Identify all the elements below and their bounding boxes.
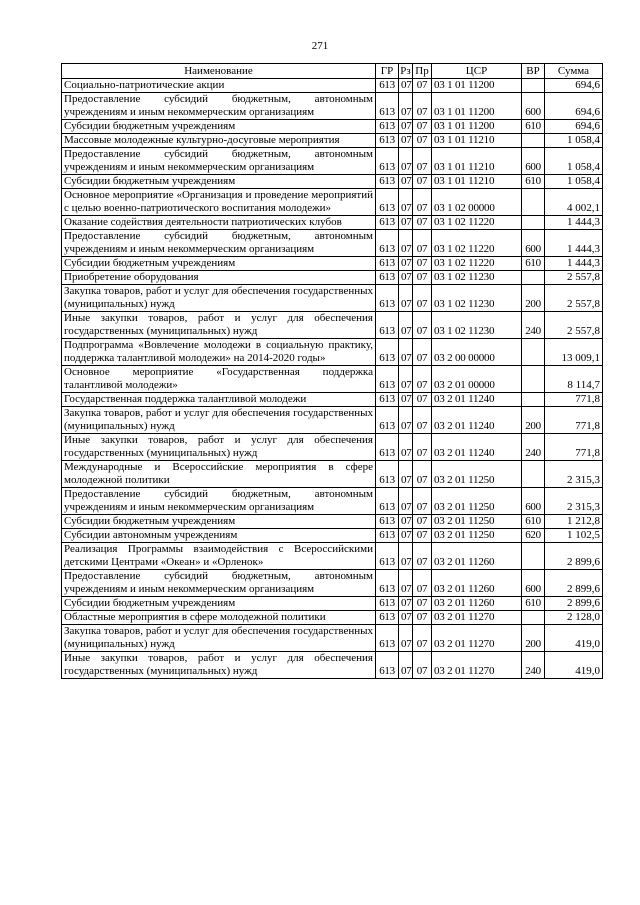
row-pr: 07 — [413, 120, 432, 134]
row-pr: 07 — [413, 230, 432, 257]
row-name: Предоставление субсидий бюджетным, автономным учреждениям и иным некоммерческим организациям — [62, 230, 376, 257]
row-sum: 1 444,3 — [545, 216, 603, 230]
row-gr: 613 — [376, 652, 399, 679]
row-gr: 613 — [376, 461, 399, 488]
row-pr: 07 — [413, 434, 432, 461]
row-rz: 07 — [399, 189, 413, 216]
row-sum: 2 315,3 — [545, 488, 603, 515]
row-csr: 03 1 02 11230 — [432, 312, 522, 339]
table-row — [62, 488, 603, 515]
row-pr: 07 — [413, 393, 432, 407]
row-pr: 07 — [413, 271, 432, 285]
table-row — [62, 120, 603, 134]
row-csr: 03 2 01 11270 — [432, 611, 522, 625]
row-csr: 03 1 01 11210 — [432, 175, 522, 189]
row-vr: 610 — [522, 120, 545, 134]
row-pr: 07 — [413, 652, 432, 679]
row-csr: 03 2 01 11260 — [432, 543, 522, 570]
row-rz: 07 — [399, 271, 413, 285]
row-csr: 03 2 00 00000 — [432, 339, 522, 366]
row-name: Закупка товаров, работ и услуг для обеспечения государственных (муниципальных) нужд — [62, 407, 376, 434]
row-gr: 613 — [376, 366, 399, 393]
row-csr: 03 2 01 11250 — [432, 515, 522, 529]
row-csr: 03 1 02 11230 — [432, 271, 522, 285]
row-pr: 07 — [413, 148, 432, 175]
row-name: Субсидии бюджетным учреждениям — [62, 257, 376, 271]
row-vr — [522, 611, 545, 625]
row-csr: 03 2 01 11250 — [432, 529, 522, 543]
table-row — [62, 216, 603, 230]
row-pr: 07 — [413, 611, 432, 625]
row-rz: 07 — [399, 79, 413, 93]
table-row — [62, 529, 603, 543]
row-rz: 07 — [399, 625, 413, 652]
row-sum: 771,8 — [545, 393, 603, 407]
row-sum: 771,8 — [545, 407, 603, 434]
row-rz: 07 — [399, 230, 413, 257]
row-pr: 07 — [413, 625, 432, 652]
table-row — [62, 407, 603, 434]
row-rz: 07 — [399, 285, 413, 312]
row-vr: 610 — [522, 515, 545, 529]
row-vr: 240 — [522, 312, 545, 339]
row-pr: 07 — [413, 285, 432, 312]
row-name: Областные мероприятия в сфере молодежной политики — [62, 611, 376, 625]
row-vr: 600 — [522, 148, 545, 175]
row-csr: 03 2 01 11250 — [432, 461, 522, 488]
row-sum: 2 557,8 — [545, 271, 603, 285]
row-rz: 07 — [399, 216, 413, 230]
row-rz: 07 — [399, 407, 413, 434]
table-row — [62, 515, 603, 529]
table-header-row — [62, 64, 603, 79]
row-name: Основное мероприятие «Организация и проведение мероприятий с целью военно-патриотического воспитания молодежи» — [62, 189, 376, 216]
row-csr: 03 1 02 11220 — [432, 230, 522, 257]
row-sum: 2 899,6 — [545, 597, 603, 611]
row-vr: 240 — [522, 652, 545, 679]
row-rz: 07 — [399, 529, 413, 543]
row-name: Предоставление субсидий бюджетным, автономным учреждениям и иным некоммерческим организациям — [62, 570, 376, 597]
row-csr: 03 2 01 11250 — [432, 488, 522, 515]
row-rz: 07 — [399, 148, 413, 175]
table-row — [62, 230, 603, 257]
row-vr — [522, 366, 545, 393]
row-csr: 03 1 01 11210 — [432, 148, 522, 175]
table-row — [62, 339, 603, 366]
row-sum: 1 058,4 — [545, 175, 603, 189]
row-pr: 07 — [413, 570, 432, 597]
row-sum: 1 058,4 — [545, 148, 603, 175]
row-pr: 07 — [413, 189, 432, 216]
row-gr: 613 — [376, 625, 399, 652]
row-name: Иные закупки товаров, работ и услуг для обеспечения государственных (муниципальных) нужд — [62, 434, 376, 461]
row-sum: 1 444,3 — [545, 230, 603, 257]
row-gr: 613 — [376, 230, 399, 257]
row-sum: 771,8 — [545, 434, 603, 461]
row-vr — [522, 216, 545, 230]
row-gr: 613 — [376, 312, 399, 339]
budget-table — [61, 63, 603, 679]
row-vr: 600 — [522, 93, 545, 120]
row-gr: 613 — [376, 216, 399, 230]
table-row — [62, 393, 603, 407]
row-pr: 07 — [413, 216, 432, 230]
row-name: Предоставление субсидий бюджетным, автономным учреждениям и иным некоммерческим организациям — [62, 148, 376, 175]
row-name: Оказание содействия деятельности патриотических клубов — [62, 216, 376, 230]
row-vr — [522, 339, 545, 366]
row-csr: 03 1 02 00000 — [432, 189, 522, 216]
row-gr: 613 — [376, 570, 399, 597]
table-row — [62, 175, 603, 189]
row-vr: 610 — [522, 597, 545, 611]
row-rz: 07 — [399, 175, 413, 189]
row-name: Субсидии бюджетным учреждениям — [62, 175, 376, 189]
row-pr: 07 — [413, 79, 432, 93]
row-sum: 1 058,4 — [545, 134, 603, 148]
row-csr: 03 1 02 11220 — [432, 216, 522, 230]
header-sum: Сумма — [545, 64, 603, 79]
row-vr — [522, 189, 545, 216]
table-row — [62, 652, 603, 679]
row-pr: 07 — [413, 543, 432, 570]
row-pr: 07 — [413, 257, 432, 271]
table-row — [62, 625, 603, 652]
row-sum: 2 128,0 — [545, 611, 603, 625]
row-pr: 07 — [413, 366, 432, 393]
header-gr: ГР — [376, 64, 399, 79]
row-gr: 613 — [376, 134, 399, 148]
row-gr: 613 — [376, 339, 399, 366]
row-gr: 613 — [376, 148, 399, 175]
row-vr — [522, 393, 545, 407]
row-rz: 07 — [399, 652, 413, 679]
row-rz: 07 — [399, 461, 413, 488]
row-gr: 613 — [376, 257, 399, 271]
row-rz: 07 — [399, 257, 413, 271]
row-vr: 600 — [522, 488, 545, 515]
row-csr: 03 2 01 11260 — [432, 570, 522, 597]
row-pr: 07 — [413, 488, 432, 515]
header-csr: ЦСР — [432, 64, 522, 79]
row-gr: 613 — [376, 434, 399, 461]
row-gr: 613 — [376, 189, 399, 216]
row-rz: 07 — [399, 312, 413, 339]
row-rz: 07 — [399, 134, 413, 148]
row-vr — [522, 134, 545, 148]
row-vr: 240 — [522, 434, 545, 461]
row-gr: 613 — [376, 407, 399, 434]
row-sum: 2 557,8 — [545, 312, 603, 339]
row-name: Международные и Всероссийские мероприятия в сфере молодежной политики — [62, 461, 376, 488]
row-sum: 694,6 — [545, 93, 603, 120]
row-rz: 07 — [399, 434, 413, 461]
row-name: Субсидии бюджетным учреждениям — [62, 120, 376, 134]
row-gr: 613 — [376, 488, 399, 515]
row-rz: 07 — [399, 488, 413, 515]
row-name: Государственная поддержка талантливой молодежи — [62, 393, 376, 407]
row-csr: 03 1 02 11220 — [432, 257, 522, 271]
row-vr — [522, 543, 545, 570]
row-csr: 03 2 01 11240 — [432, 434, 522, 461]
row-name: Социально-патриотические акции — [62, 79, 376, 93]
row-csr: 03 1 01 11200 — [432, 120, 522, 134]
row-pr: 07 — [413, 312, 432, 339]
row-csr: 03 1 02 11230 — [432, 285, 522, 312]
row-vr: 610 — [522, 257, 545, 271]
table-row — [62, 189, 603, 216]
row-gr: 613 — [376, 597, 399, 611]
row-name: Субсидии бюджетным учреждениям — [62, 597, 376, 611]
row-sum: 13 009,1 — [545, 339, 603, 366]
row-rz: 07 — [399, 366, 413, 393]
row-rz: 07 — [399, 597, 413, 611]
header-rz: Рз — [400, 64, 411, 77]
row-pr: 07 — [413, 529, 432, 543]
table-row — [62, 148, 603, 175]
row-pr: 07 — [413, 515, 432, 529]
row-name: Предоставление субсидий бюджетным, автономным учреждениям и иным некоммерческим организациям — [62, 488, 376, 515]
row-name: Иные закупки товаров, работ и услуг для обеспечения государственных (муниципальных) нужд — [62, 652, 376, 679]
table-row — [62, 93, 603, 120]
row-rz: 07 — [399, 570, 413, 597]
row-sum: 2 899,6 — [545, 543, 603, 570]
table-row — [62, 257, 603, 271]
row-name: Субсидии бюджетным учреждениям — [62, 515, 376, 529]
row-csr: 03 1 01 11200 — [432, 79, 522, 93]
row-pr: 07 — [413, 597, 432, 611]
row-vr: 610 — [522, 175, 545, 189]
row-csr: 03 2 01 00000 — [432, 366, 522, 393]
row-rz: 07 — [399, 339, 413, 366]
row-sum: 2 899,6 — [545, 570, 603, 597]
row-csr: 03 1 01 11200 — [432, 93, 522, 120]
row-csr: 03 2 01 11240 — [432, 407, 522, 434]
row-csr: 03 2 01 11260 — [432, 597, 522, 611]
table-row — [62, 570, 603, 597]
row-rz: 07 — [399, 515, 413, 529]
row-sum: 419,0 — [545, 625, 603, 652]
row-sum: 1 102,5 — [545, 529, 603, 543]
header-pr: Пр — [413, 64, 432, 79]
row-rz: 07 — [399, 120, 413, 134]
row-pr: 07 — [413, 175, 432, 189]
row-vr: 620 — [522, 529, 545, 543]
row-vr — [522, 271, 545, 285]
row-csr: 03 2 01 11240 — [432, 393, 522, 407]
table-row — [62, 611, 603, 625]
row-name: Иные закупки товаров, работ и услуг для обеспечения государственных (муниципальных) нужд — [62, 312, 376, 339]
row-gr: 613 — [376, 271, 399, 285]
row-name: Закупка товаров, работ и услуг для обеспечения государственных (муниципальных) нужд — [62, 285, 376, 312]
row-sum: 694,6 — [545, 79, 603, 93]
row-pr: 07 — [413, 134, 432, 148]
row-csr: 03 2 01 11270 — [432, 625, 522, 652]
row-name: Приобретение оборудования — [62, 271, 376, 285]
table-row — [62, 271, 603, 285]
page-number: 271 — [311, 40, 329, 52]
table-row — [62, 434, 603, 461]
row-sum: 694,6 — [545, 120, 603, 134]
table-row — [62, 543, 603, 570]
row-vr: 600 — [522, 230, 545, 257]
row-pr: 07 — [413, 339, 432, 366]
row-vr — [522, 79, 545, 93]
row-vr: 200 — [522, 407, 545, 434]
row-csr: 03 2 01 11270 — [432, 652, 522, 679]
row-sum: 2 557,8 — [545, 285, 603, 312]
row-vr: 600 — [522, 570, 545, 597]
table-row — [62, 134, 603, 148]
row-vr: 200 — [522, 625, 545, 652]
row-rz: 07 — [399, 543, 413, 570]
row-pr: 07 — [413, 461, 432, 488]
row-name: Основное мероприятие «Государственная поддержка талантливой молодежи» — [62, 366, 376, 393]
row-name: Реализация Программы взаимодействия с Всероссийскими детскими Центрами «Океан» и «Орленок» — [62, 543, 376, 570]
row-rz: 07 — [399, 93, 413, 120]
row-name: Закупка товаров, работ и услуг для обеспечения государственных (муниципальных) нужд — [62, 625, 376, 652]
row-gr: 613 — [376, 285, 399, 312]
row-gr: 613 — [376, 543, 399, 570]
table-row — [62, 312, 603, 339]
row-sum: 4 002,1 — [545, 189, 603, 216]
table-row — [62, 461, 603, 488]
row-rz: 07 — [399, 611, 413, 625]
row-vr — [522, 461, 545, 488]
row-name: Подпрограмма «Вовлечение молодежи в социальную практику, поддержка талантливой молодежи» на 2014-2020 годы» — [62, 339, 376, 366]
row-pr: 07 — [413, 407, 432, 434]
row-name: Массовые молодежные культурно-досуговые мероприятия — [62, 134, 376, 148]
row-gr: 613 — [376, 93, 399, 120]
row-name: Предоставление субсидий бюджетным, автономным учреждениям и иным некоммерческим организациям — [62, 93, 376, 120]
row-sum: 8 114,7 — [545, 366, 603, 393]
table-row — [62, 285, 603, 312]
row-gr: 613 — [376, 79, 399, 93]
row-gr: 613 — [376, 120, 399, 134]
row-vr: 200 — [522, 285, 545, 312]
row-gr: 613 — [376, 529, 399, 543]
row-csr: 03 1 01 11210 — [432, 134, 522, 148]
table-row — [62, 366, 603, 393]
row-sum: 1 444,3 — [545, 257, 603, 271]
row-sum: 2 315,3 — [545, 461, 603, 488]
table-row — [62, 79, 603, 93]
row-gr: 613 — [376, 175, 399, 189]
row-gr: 613 — [376, 611, 399, 625]
row-gr: 613 — [376, 515, 399, 529]
row-rz: 07 — [399, 393, 413, 407]
header-vr: ВР — [522, 64, 545, 79]
row-sum: 1 212,8 — [545, 515, 603, 529]
row-pr: 07 — [413, 93, 432, 120]
row-sum: 419,0 — [545, 652, 603, 679]
table-body — [62, 79, 603, 679]
header-name: Наименование — [62, 64, 376, 79]
table-row — [62, 597, 603, 611]
row-name: Субсидии автономным учреждениям — [62, 529, 376, 543]
row-gr: 613 — [376, 393, 399, 407]
